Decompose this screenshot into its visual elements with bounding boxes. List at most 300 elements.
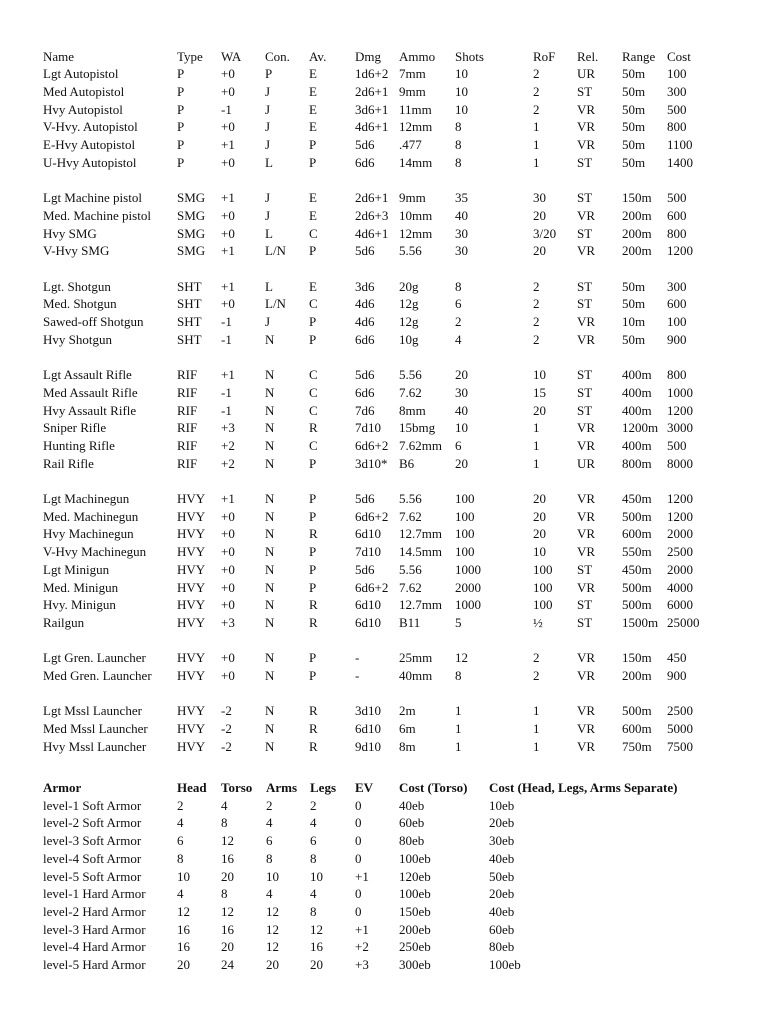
legs-cell: 2 xyxy=(310,797,317,813)
dmg-cell: 5d6 xyxy=(355,243,375,259)
con-cell: J xyxy=(265,83,271,99)
rof-cell: 2 xyxy=(533,296,540,312)
cost-cell: 450 xyxy=(667,650,687,666)
con-cell: N xyxy=(265,597,275,613)
name-cell: Med Autopistol xyxy=(43,83,125,99)
type-cell: HVY xyxy=(177,614,206,630)
shots-cell: 4 xyxy=(455,331,462,347)
cost-separate-cell: 80eb xyxy=(489,939,515,955)
con-cell: N xyxy=(265,544,275,560)
armor-cell: Armor xyxy=(43,780,82,795)
rof-cell: 100 xyxy=(533,561,553,577)
range-cell: 400m xyxy=(622,384,652,400)
name-cell: Med. Minigun xyxy=(43,579,119,595)
rel-cell: VR xyxy=(577,420,596,436)
av-cell: R xyxy=(309,526,318,542)
torso-cell: 8 xyxy=(221,815,228,831)
wa-cell: -1 xyxy=(221,384,232,400)
type-cell: SHT xyxy=(177,331,202,347)
wa-cell: +0 xyxy=(221,154,235,170)
range-cell: 750m xyxy=(622,738,652,754)
con-cell: L xyxy=(265,225,273,241)
cost-separate-cell: 20eb xyxy=(489,815,515,831)
arms-cell: 12 xyxy=(266,903,279,919)
dmg-cell: 3d10* xyxy=(355,455,388,471)
av-cell: E xyxy=(309,83,317,99)
cost-torso-cell: 250eb xyxy=(399,939,431,955)
legs-cell: 12 xyxy=(310,921,323,937)
rof-cell: 100 xyxy=(533,597,553,613)
av-cell: Av. xyxy=(309,48,327,64)
con-cell: N xyxy=(265,738,275,754)
weapon-row xyxy=(0,65,768,82)
shots-cell: 10 xyxy=(455,420,468,436)
ammo-cell: 12mm xyxy=(399,225,433,241)
name-cell: V-Hvy. Autopistol xyxy=(43,119,138,135)
cost-cell: 800 xyxy=(667,225,687,241)
weapon-row xyxy=(0,419,768,436)
type-cell: Type xyxy=(177,48,203,64)
cost-torso-cell: 150eb xyxy=(399,903,431,919)
range-cell: 200m xyxy=(622,243,652,259)
con-cell: N xyxy=(265,668,275,683)
av-cell: P xyxy=(309,579,317,595)
dmg-cell: 2d6+1 xyxy=(355,83,389,99)
cost-cell: 800 xyxy=(667,119,687,135)
arms-cell: 4 xyxy=(266,815,273,831)
wa-cell: +0 xyxy=(221,296,235,312)
cost-cell: Cost xyxy=(667,48,691,64)
range-cell: 150m xyxy=(622,190,652,206)
wa-cell: +1 xyxy=(221,137,235,152)
ev-cell: +2 xyxy=(355,939,369,955)
head-cell: 10 xyxy=(177,868,190,884)
range-cell: 50m xyxy=(622,331,646,347)
cost-cell: 2500 xyxy=(667,703,693,719)
weapon-row xyxy=(0,295,768,312)
wa-cell: +1 xyxy=(221,243,235,259)
range-cell: 500m xyxy=(622,579,652,595)
weapon-row xyxy=(0,667,768,684)
ammo-cell: 7mm xyxy=(399,66,426,82)
wa-cell: -2 xyxy=(221,738,232,754)
arms-cell: 6 xyxy=(266,833,273,849)
legs-cell: 16 xyxy=(310,939,323,955)
name-cell: Med Assault Rifle xyxy=(43,384,138,400)
cost-separate-cell: 100eb xyxy=(489,957,521,972)
av-cell: P xyxy=(309,544,317,560)
con-cell: J xyxy=(265,207,271,223)
legs-cell: 8 xyxy=(310,903,317,919)
legs-cell: 4 xyxy=(310,886,317,902)
weapon-row xyxy=(0,154,768,171)
armor-row xyxy=(0,956,768,973)
ammo-cell: 40mm xyxy=(399,668,433,683)
ammo-cell: 10mm xyxy=(399,207,433,223)
range-cell: 600m xyxy=(622,721,652,737)
ev-cell: 0 xyxy=(355,850,362,866)
wa-cell: +0 xyxy=(221,225,235,241)
con-cell: N xyxy=(265,331,275,347)
rel-cell: VR xyxy=(577,331,596,347)
av-cell: C xyxy=(309,225,318,241)
legs-cell: 20 xyxy=(310,957,323,972)
rel-cell: VR xyxy=(577,491,596,506)
rel-cell: ST xyxy=(577,154,593,170)
rel-cell: VR xyxy=(577,703,596,719)
rof-cell: 1 xyxy=(533,420,540,436)
dmg-cell: 6d10 xyxy=(355,526,381,542)
shots-cell: 10 xyxy=(455,83,468,99)
name-cell: Rail Rifle xyxy=(43,455,94,471)
type-cell: HVY xyxy=(177,597,206,613)
shots-cell: 1 xyxy=(455,703,462,719)
shots-cell: 1000 xyxy=(455,561,481,577)
type-cell: SMG xyxy=(177,225,206,241)
rof-cell: 1 xyxy=(533,437,540,453)
name-cell: Hvy Mssl Launcher xyxy=(43,738,147,754)
con-cell: J xyxy=(265,101,271,117)
range-cell: 600m xyxy=(622,526,652,542)
cost-cell: 1000 xyxy=(667,384,693,400)
ammo-cell: 14mm xyxy=(399,154,433,170)
av-cell: E xyxy=(309,207,317,223)
rel-cell: VR xyxy=(577,738,596,754)
wa-cell: -1 xyxy=(221,101,232,117)
con-cell: P xyxy=(265,66,273,82)
av-cell: P xyxy=(309,137,317,152)
ev-cell: +1 xyxy=(355,921,369,937)
dmg-cell: 3d6 xyxy=(355,278,375,294)
rof-cell: 2 xyxy=(533,66,540,82)
cost-torso-cell: 300eb xyxy=(399,957,431,972)
wa-cell: +2 xyxy=(221,437,235,453)
rof-cell: 1 xyxy=(533,738,540,754)
weapon-row xyxy=(0,525,768,542)
ammo-cell: 12mm xyxy=(399,119,433,135)
cost-cell: 4000 xyxy=(667,579,693,595)
rel-cell: VR xyxy=(577,101,596,117)
type-cell: HVY xyxy=(177,668,206,683)
armor-cell: level-3 Soft Armor xyxy=(43,833,142,849)
head-cell: Head xyxy=(177,780,207,795)
armor-row xyxy=(0,921,768,938)
dmg-cell: 5d6 xyxy=(355,491,375,506)
armor-cell: level-5 Soft Armor xyxy=(43,868,142,884)
dmg-cell: 5d6 xyxy=(355,137,375,152)
range-cell: 450m xyxy=(622,491,652,506)
weapon-row xyxy=(0,508,768,525)
av-cell: C xyxy=(309,437,318,453)
av-cell: C xyxy=(309,384,318,400)
av-cell: P xyxy=(309,243,317,259)
range-cell: Range xyxy=(622,48,656,64)
ammo-cell: 7.62mm xyxy=(399,437,442,453)
weapon-row xyxy=(0,561,768,578)
armor-cell: level-4 Hard Armor xyxy=(43,939,146,955)
range-cell: 1500m xyxy=(622,614,659,630)
arms-cell: 4 xyxy=(266,886,273,902)
head-cell: 4 xyxy=(177,815,184,831)
cost-cell: 500 xyxy=(667,190,687,206)
rof-cell: 2 xyxy=(533,314,540,329)
name-cell: Med Gren. Launcher xyxy=(43,668,152,683)
type-cell: HVY xyxy=(177,508,206,524)
legs-cell: 4 xyxy=(310,815,317,831)
ammo-cell: 11mm xyxy=(399,101,432,117)
name-cell: Lgt Minigun xyxy=(43,561,110,577)
range-cell: 400m xyxy=(622,437,652,453)
shots-cell: Shots xyxy=(455,48,484,64)
armor-cell: level-2 Hard Armor xyxy=(43,903,146,919)
rof-cell: 2 xyxy=(533,650,540,666)
range-cell: 50m xyxy=(622,119,646,135)
name-cell: Lgt Gren. Launcher xyxy=(43,650,146,666)
con-cell: Con. xyxy=(265,48,290,64)
armor-row xyxy=(0,938,768,955)
name-cell: Lgt Assault Rifle xyxy=(43,367,132,383)
cost-cell: 100 xyxy=(667,314,687,329)
rof-cell: 1 xyxy=(533,137,540,152)
wa-cell: -2 xyxy=(221,721,232,737)
wa-cell: +2 xyxy=(221,455,235,471)
cost-cell: 600 xyxy=(667,296,687,312)
dmg-cell: 4d6+1 xyxy=(355,119,389,135)
dmg-cell: 4d6 xyxy=(355,314,375,329)
av-cell: P xyxy=(309,561,317,577)
cost-cell: 500 xyxy=(667,437,687,453)
rel-cell: VR xyxy=(577,544,596,560)
range-cell: 50m xyxy=(622,137,646,152)
rof-cell: 10 xyxy=(533,544,546,560)
legs-cell: Legs xyxy=(310,780,336,795)
rof-cell: ½ xyxy=(533,614,543,630)
wa-cell: +0 xyxy=(221,526,235,542)
weapon-row xyxy=(0,118,768,135)
range-cell: 500m xyxy=(622,703,652,719)
cost-separate-cell: Cost (Head, Legs, Arms Separate) xyxy=(489,780,678,795)
rel-cell: UR xyxy=(577,455,596,471)
rof-cell: 20 xyxy=(533,491,546,506)
range-cell: 550m xyxy=(622,544,652,560)
ammo-cell: 7.62 xyxy=(399,384,422,400)
av-cell: R xyxy=(309,597,318,613)
av-cell: P xyxy=(309,650,317,666)
av-cell: P xyxy=(309,314,317,329)
weapon-row xyxy=(0,614,768,631)
con-cell: J xyxy=(265,119,271,135)
rof-cell: 100 xyxy=(533,579,553,595)
ammo-cell: 7.62 xyxy=(399,579,422,595)
weapon-row xyxy=(0,366,768,383)
legs-cell: 10 xyxy=(310,868,323,884)
cost-torso-cell: 100eb xyxy=(399,850,431,866)
cost-cell: 1200 xyxy=(667,402,693,418)
type-cell: SMG xyxy=(177,207,206,223)
dmg-cell: 4d6+1 xyxy=(355,225,389,241)
range-cell: 150m xyxy=(622,650,652,666)
con-cell: N xyxy=(265,420,275,436)
ammo-cell: 5.56 xyxy=(399,243,422,259)
rel-cell: VR xyxy=(577,721,596,737)
wa-cell: -1 xyxy=(221,402,232,418)
weapon-row xyxy=(0,242,768,259)
ammo-cell: 20g xyxy=(399,278,419,294)
cost-separate-cell: 20eb xyxy=(489,886,515,902)
ammo-cell: 12.7mm xyxy=(399,597,442,613)
ammo-cell: 9mm xyxy=(399,83,426,99)
dmg-cell: - xyxy=(355,650,360,666)
shots-cell: 100 xyxy=(455,544,475,560)
ammo-cell: 9mm xyxy=(399,190,426,206)
rel-cell: VR xyxy=(577,508,596,524)
shots-cell: 8 xyxy=(455,119,462,135)
shots-cell: 5 xyxy=(455,614,462,630)
ammo-cell: 15bmg xyxy=(399,420,436,436)
shots-cell: 100 xyxy=(455,508,475,524)
con-cell: N xyxy=(265,437,275,453)
rof-cell: 2 xyxy=(533,331,540,347)
armor-row xyxy=(0,868,768,885)
rof-cell: 1 xyxy=(533,154,540,170)
cost-torso-cell: 120eb xyxy=(399,868,431,884)
dmg-cell: 3d6+1 xyxy=(355,101,389,117)
shots-cell: 40 xyxy=(455,207,468,223)
torso-cell: 12 xyxy=(221,903,234,919)
wa-cell: +1 xyxy=(221,190,235,206)
type-cell: HVY xyxy=(177,721,206,737)
con-cell: N xyxy=(265,721,275,737)
shots-cell: 40 xyxy=(455,402,468,418)
torso-cell: Torso xyxy=(221,780,253,795)
ammo-cell: 5.56 xyxy=(399,367,422,383)
rof-cell: 1 xyxy=(533,119,540,135)
wa-cell: +0 xyxy=(221,579,235,595)
ev-cell: 0 xyxy=(355,833,362,849)
rel-cell: VR xyxy=(577,579,596,595)
range-cell: 450m xyxy=(622,561,652,577)
con-cell: N xyxy=(265,367,275,383)
cost-separate-cell: 50eb xyxy=(489,868,515,884)
weapon-row xyxy=(0,225,768,242)
wa-cell: +0 xyxy=(221,597,235,613)
arms-cell: 10 xyxy=(266,868,279,884)
rel-cell: ST xyxy=(577,296,593,312)
weapon-row xyxy=(0,490,768,507)
type-cell: HVY xyxy=(177,650,206,666)
ammo-cell: 5.56 xyxy=(399,491,422,506)
shots-cell: 8 xyxy=(455,278,462,294)
con-cell: L/N xyxy=(265,243,286,259)
arms-cell: 2 xyxy=(266,797,273,813)
type-cell: RIF xyxy=(177,455,198,471)
rel-cell: ST xyxy=(577,614,593,630)
armor-header-row xyxy=(0,779,768,796)
av-cell: P xyxy=(309,668,317,683)
ev-cell: EV xyxy=(355,780,374,795)
shots-cell: 2 xyxy=(455,314,462,329)
dmg-cell: 2d6+3 xyxy=(355,207,389,223)
armor-row xyxy=(0,850,768,867)
name-cell: Med. Machinegun xyxy=(43,508,139,524)
type-cell: HVY xyxy=(177,561,206,577)
armor-cell: level-2 Soft Armor xyxy=(43,815,142,831)
dmg-cell: Dmg xyxy=(355,48,381,64)
range-cell: 400m xyxy=(622,402,652,418)
ev-cell: 0 xyxy=(355,903,362,919)
rof-cell: 20 xyxy=(533,207,546,223)
weapon-row xyxy=(0,402,768,419)
torso-cell: 16 xyxy=(221,921,234,937)
torso-cell: 16 xyxy=(221,850,234,866)
range-cell: 200m xyxy=(622,225,652,241)
range-cell: 50m xyxy=(622,83,646,99)
name-cell: Hunting Rifle xyxy=(43,437,115,453)
ammo-cell: 6m xyxy=(399,721,416,737)
type-cell: HVY xyxy=(177,579,206,595)
cost-cell: 1200 xyxy=(667,491,693,506)
av-cell: E xyxy=(309,66,317,82)
name-cell: Lgt Autopistol xyxy=(43,66,119,82)
weapon-row xyxy=(0,83,768,100)
name-cell: V-Hvy Machinegun xyxy=(43,544,147,560)
con-cell: L/N xyxy=(265,296,286,312)
dmg-cell: 4d6 xyxy=(355,296,375,312)
armor-cell: level-1 Soft Armor xyxy=(43,797,142,813)
cost-torso-cell: 80eb xyxy=(399,833,425,849)
range-cell: 50m xyxy=(622,101,646,117)
weapon-row xyxy=(0,579,768,596)
arms-cell: 12 xyxy=(266,921,279,937)
cost-cell: 1200 xyxy=(667,508,693,524)
cost-separate-cell: 60eb xyxy=(489,921,515,937)
name-cell: E-Hvy Autopistol xyxy=(43,137,136,152)
rel-cell: ST xyxy=(577,278,593,294)
wa-cell: -2 xyxy=(221,703,232,719)
ammo-cell: 2m xyxy=(399,703,416,719)
rof-cell: 30 xyxy=(533,190,546,206)
shots-cell: 30 xyxy=(455,384,468,400)
cost-cell: 300 xyxy=(667,278,687,294)
shots-cell: 10 xyxy=(455,66,468,82)
weapon-row xyxy=(0,207,768,224)
av-cell: P xyxy=(309,455,317,471)
head-cell: 4 xyxy=(177,886,184,902)
name-cell: Railgun xyxy=(43,614,85,630)
rel-cell: VR xyxy=(577,314,596,329)
type-cell: HVY xyxy=(177,544,206,560)
name-cell: Hvy Machinegun xyxy=(43,526,134,542)
wa-cell: +0 xyxy=(221,561,235,577)
cost-cell: 3000 xyxy=(667,420,693,436)
armor-row xyxy=(0,797,768,814)
cost-cell: 300 xyxy=(667,83,687,99)
wa-cell: +3 xyxy=(221,614,235,630)
wa-cell: +0 xyxy=(221,668,235,683)
rof-cell: 20 xyxy=(533,526,546,542)
weapon-row xyxy=(0,702,768,719)
type-cell: HVY xyxy=(177,738,206,754)
shots-cell: 12 xyxy=(455,650,468,666)
type-cell: RIF xyxy=(177,420,198,436)
rel-cell: VR xyxy=(577,207,596,223)
armor-row xyxy=(0,814,768,831)
ammo-cell: 12g xyxy=(399,296,419,312)
arms-cell: 8 xyxy=(266,850,273,866)
rel-cell: ST xyxy=(577,597,593,613)
rel-cell: VR xyxy=(577,137,596,152)
weapons-header-row xyxy=(0,48,768,65)
